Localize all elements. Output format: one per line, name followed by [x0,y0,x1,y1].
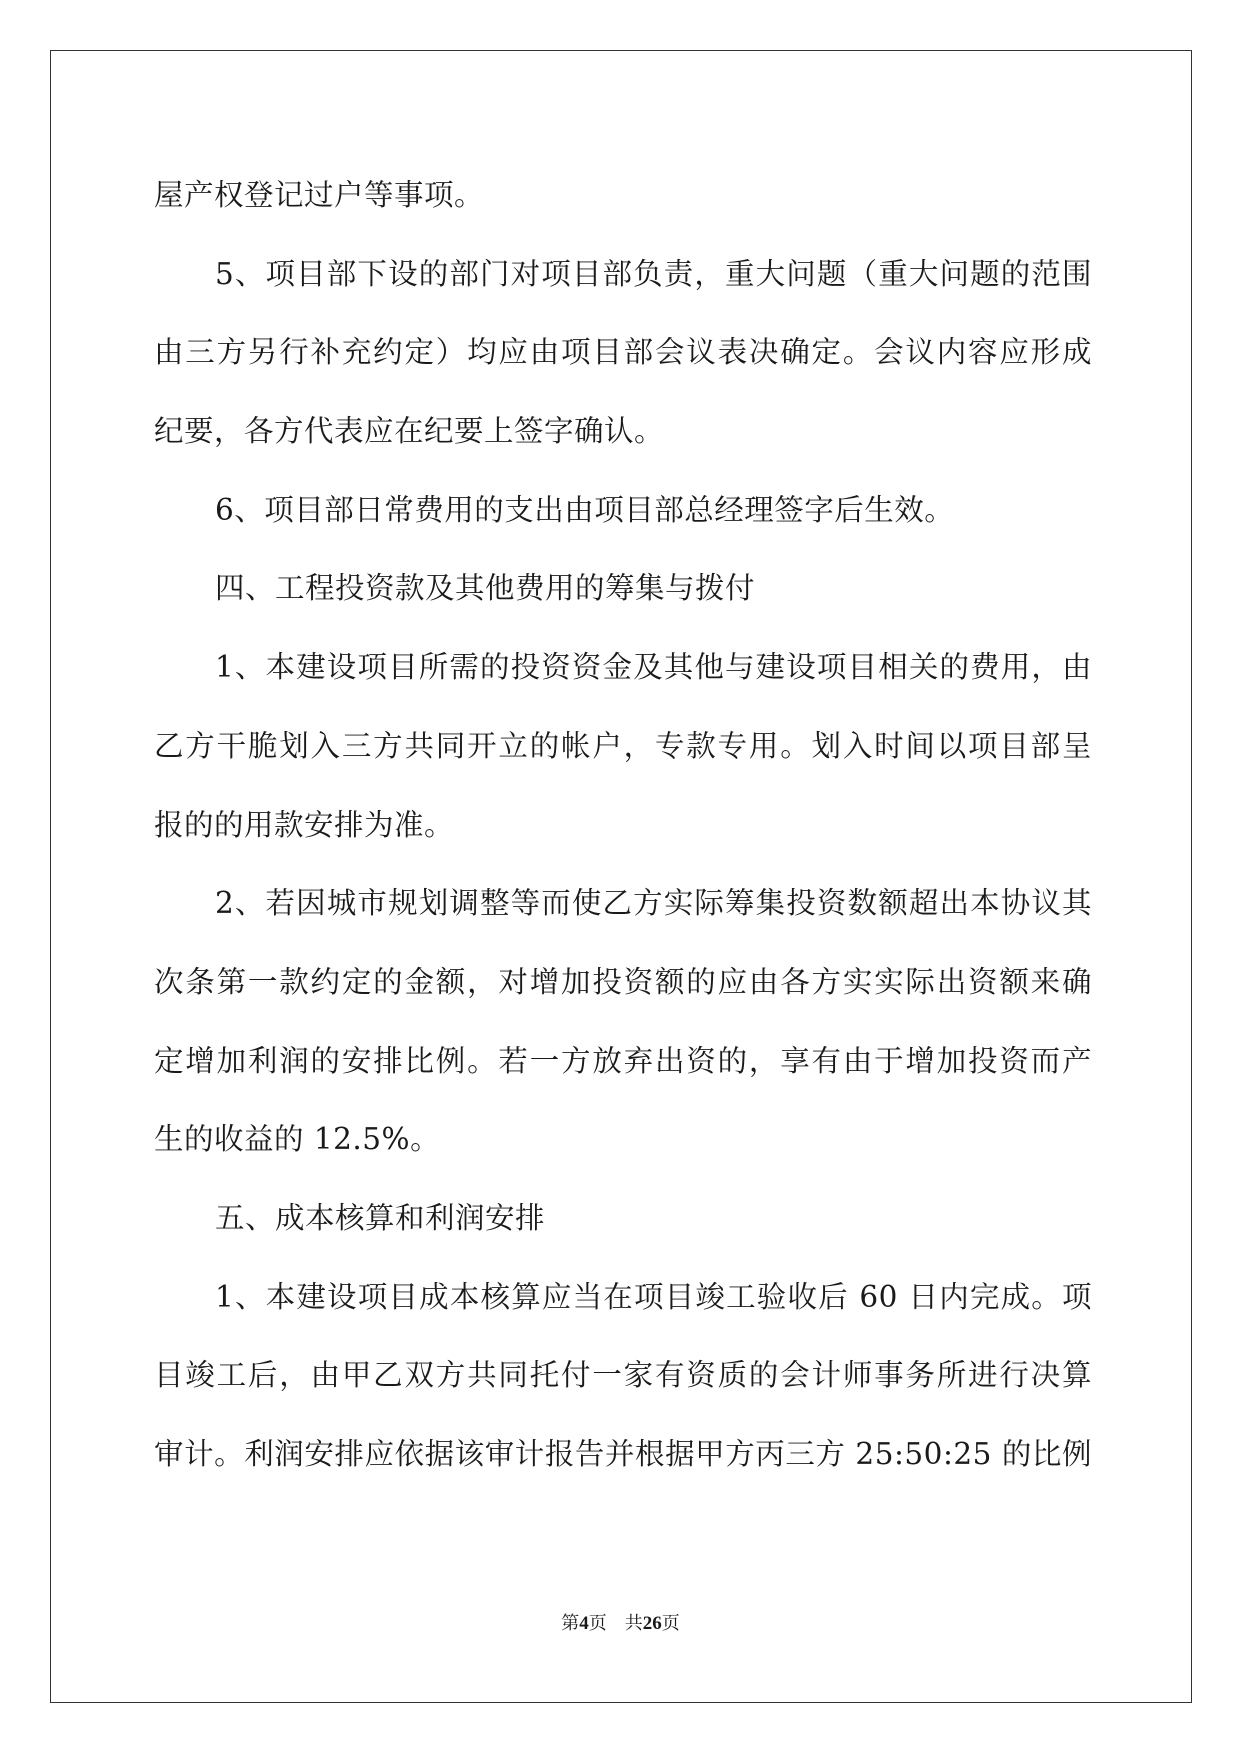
footer-prefix: 第 [561,1613,580,1634]
text-line: 定增加利润的安排比例。若一方放弃出资的，享有由于增加投资而产 [154,1043,1092,1078]
footer-total-prefix: 共 [624,1613,643,1634]
text-line: 次条第一款约定的金额，对增加投资额的应由各方实实际出资额来确 [154,964,1092,999]
text-line: 审计。利润安排应依据该审计报告并根据甲方丙三方 25:50:25 的比例 [154,1437,1092,1471]
text-line: 报的的用款安排为准。 [154,807,455,842]
text-line: 纪要，各方代表应在纪要上签字确认。 [154,414,665,449]
text-line: 2、若因城市规划调整等而使乙方实际筹集投资数额超出本协议其 [215,886,1092,921]
text-line: 乙方干脆划入三方共同开立的帐户，专款专用。划入时间以项目部呈 [154,728,1092,763]
text-line: 6、项目部日常费用的支出由项目部总经理签字后生效。 [215,492,955,527]
document-body [154,156,1092,1494]
text-line: 生的收益的 12.5%。 [154,1122,441,1157]
footer-page-suffix: 页 [588,1613,607,1634]
footer-total-suffix: 页 [661,1613,680,1634]
text-line: 屋产权登记过户等事项。 [154,178,485,212]
text-line: 目竣工后，由甲乙双方共同托付一家有资质的会计师事务所进行决算 [154,1358,1092,1393]
text-line: 五、成本核算和利润安排 [215,1200,546,1235]
text-line: 1、本建设项目成本核算应当在项目竣工验收后 60 日内完成。项 [215,1279,1092,1314]
text-line: 由三方另行补充约定）均应由项目部会议表决确定。会议内容应形成 [154,335,1092,370]
total-page-number: 26 [642,1613,662,1634]
page-footer [0,1612,1241,1636]
text-line: 四、工程投资款及其他费用的筹集与拨付 [215,571,756,606]
current-page-number: 4 [579,1613,589,1634]
text-line: 5、项目部下设的部门对项目部负责，重大问题（重大问题的范围 [215,256,1092,291]
text-line: 1、本建设项目所需的投资资金及其他与建设项目相关的费用，由 [215,650,1092,685]
